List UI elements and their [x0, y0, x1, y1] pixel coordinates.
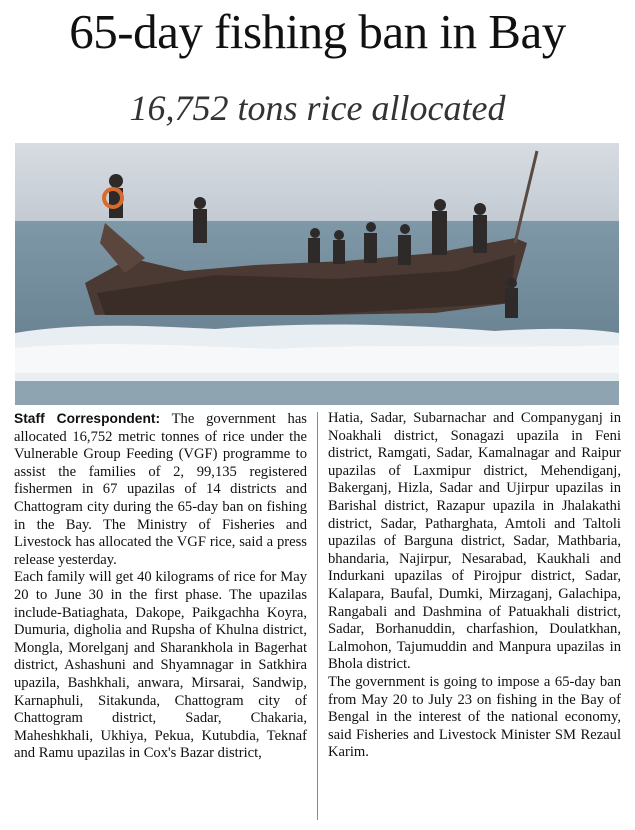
- article-column-2: [328, 410, 621, 762]
- column-divider: [317, 412, 318, 820]
- paragraph-4: The government is going to impose a 65-day ban from May 20 to July 23 on fishing in the Bay of Bengal in the interest of the national economy, said Fisheries and Livestock Minister SM Rezaul Karim.: [328, 673, 621, 761]
- paragraph-1: [14, 410, 307, 569]
- paragraph-3: Hatia, Sadar, Subarnachar and Companyganj in Noakhali district, Sonagazi upazila in Feni district, Ramgati, Sadar, Kamalnagar and Raipur upazilas of Laxmipur district, Mehendiganj, Bakerganj, Hizla, Sadar and Ujirpur upazilas in Barishal district, Razapur upazila in Jhalakathi district, Sadar, Patharghata, Amtoli and Taltoli upazilas of Barguna district, Sadar, Mathbaria, bhandaria, Najirpur, Nesarabad, Kaukhali and Indurkani upazilas of Pirojpur district, Sadar, Kalapara, Baufal, Dumki, Mirzaganj, Galachipa, Rangabali and Dashmina of Patuakhali district, Sadar, Borhanuddin, charfashion, Doulatkhan, Lalmohon, Tajumuddin and Manpura upazilas in Bhola district.: [328, 410, 621, 673]
- fishing-boat-photo: [15, 143, 619, 405]
- subheadline: 16,752 tons rice allocated: [129, 88, 506, 128]
- paragraph-1-text: The government has allocated 16,752 metric tonnes of rice under the Vulnerable Group Feeding (VGF) programme to assist the families of 2, 99,135 registered fishermen in 67 upazilas of 14 districts and Chattogram city during the 65-day ban on fishing in the Bay. The Ministry of Fisheries and Livestock has allocated the VGF rice, said a press release yesterday.: [14, 411, 307, 568]
- byline: Staff Correspondent:: [14, 411, 161, 426]
- article-column-1: [14, 410, 307, 763]
- headline: 65-day fishing ban in Bay: [69, 4, 566, 59]
- paragraph-2: Each family will get 40 kilograms of rice for May 20 to June 30 in the first phase. The upazilas include-Batiaghata, Dakope, Paikgachha Koyra, Dumuria, digholia and Rupsha of Khulna district, Mongla, Morelganj and Sharankhola in Bagerhat district, Ashashuni and Shyamnagar in Satkhira upazila, Bashkhali, anwara, Mirsarai, Sandwip, Karnaphuli, Sitakunda, Chattogram city of Chattogram district, Sadar, Chakaria, Maheshkhali, Ukhiya, Pekua, Kutubdia, Teknaf and Ramu upazilas in Cox's Bazar district,: [14, 569, 307, 762]
